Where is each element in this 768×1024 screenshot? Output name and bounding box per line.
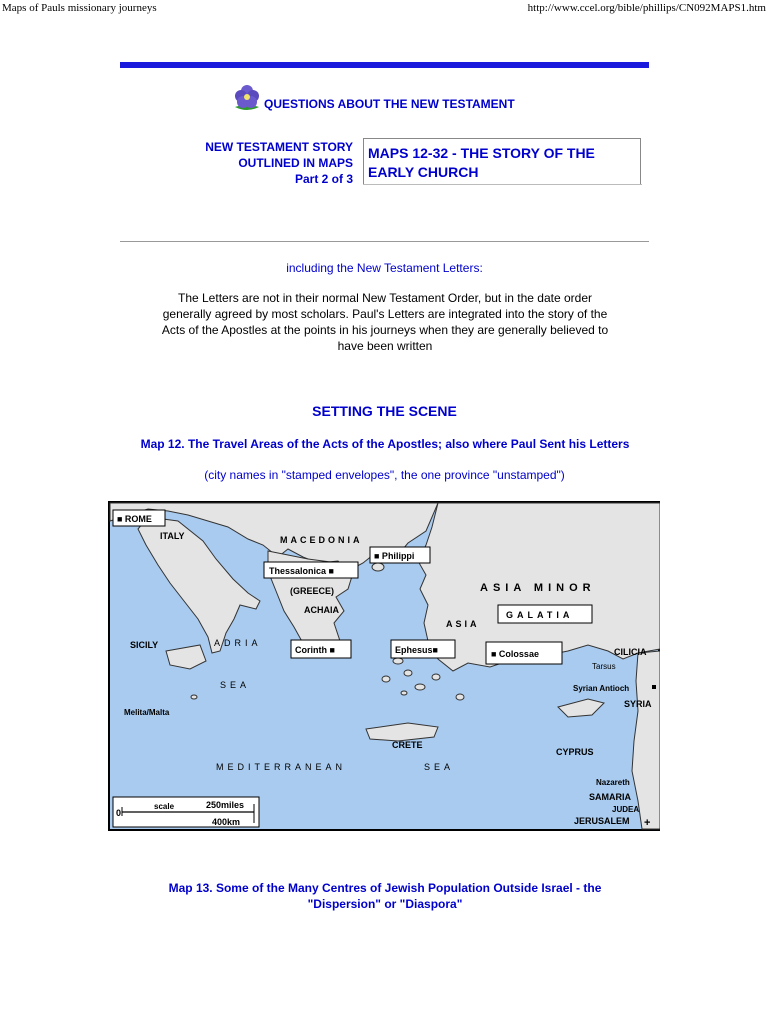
label-corinth: Corinth ■ (295, 645, 335, 655)
intro-paragraph: The Letters are not in their normal New Testament Order, but in the date order generally agreed by most scholars. Paul's Letters are integrated into the story of the Acts of the Apostles at the points in his journeys when they are generally believed to have been written (161, 291, 609, 353)
label-sea-adria: SEA (220, 680, 251, 690)
label-mediterranean: MEDITERRANEAN (216, 762, 347, 772)
label-crete: CRETE (392, 740, 423, 750)
including-text: including the New Testament Letters: (286, 261, 483, 275)
label-philippi: ■ Philippi (374, 551, 415, 561)
label-thessalonica: Thessalonica ■ (269, 566, 334, 576)
scale-miles: 250miles (206, 800, 245, 810)
label-syria: SYRIA (624, 699, 652, 709)
print-title: Maps of Pauls missionary journeys (2, 2, 157, 14)
story-left-label (150, 139, 353, 187)
label-rome: ■ ROME (117, 514, 152, 524)
label-syrian-antioch: Syrian Antioch (573, 684, 630, 693)
label-adria: ADRIA (214, 638, 262, 648)
label-sea-mediterranean: SEA (424, 762, 455, 772)
label-cyprus: CYPRUS (556, 747, 594, 757)
story-box-line-1: MAPS 12-32 - THE STORY OF THE (368, 145, 595, 161)
top-bar-divider (120, 62, 649, 68)
map-scale (113, 797, 259, 827)
flower-icon[interactable] (232, 83, 262, 113)
print-header (0, 0, 768, 18)
label-jerusalem: JERUSALEM (574, 816, 630, 826)
label-judea: JUDEA (612, 805, 640, 814)
label-asia: ASIA (446, 619, 480, 629)
label-cilicia: CILICIA (614, 647, 647, 657)
label-galatia: GALATIA (506, 610, 574, 620)
scale-km: 400km (212, 817, 241, 827)
label-colossae: ■ Colossae (491, 649, 539, 659)
label-italy: ITALY (160, 531, 185, 541)
scale-zero: 0 (116, 808, 122, 818)
jerusalem-cross-icon: + (644, 817, 651, 829)
label-greece: (GREECE) (290, 586, 335, 596)
questions-link[interactable]: QUESTIONS ABOUT THE NEW TESTAMENT (264, 97, 515, 111)
questions-row (232, 83, 515, 113)
print-url: http://www.ccel.org/bible/phillips/CN092MAPS1.htm (527, 2, 766, 14)
story-left-line-3: Part 2 of 3 (294, 172, 353, 186)
map12-subtitle: (city names in "stamped envelopes", the one province "unstamped") (204, 468, 565, 482)
scale-label: scale (154, 802, 175, 811)
story-title-box (363, 138, 641, 184)
story-left-line-2: OUTLINED IN MAPS (238, 156, 353, 170)
map13-title: Map 13. Some of the Many Centres of Jewish Population Outside Israel - the "Dispersion" or "Diaspora" (168, 881, 602, 911)
label-asia-minor: ASIA MINOR (480, 582, 596, 594)
story-box-line-2: EARLY CHURCH (368, 164, 479, 180)
section-divider (120, 241, 649, 242)
setting-the-scene-heading: SETTING THE SCENE (312, 403, 457, 419)
map12-title: Map 12. The Travel Areas of the Acts of the Apostles; also where Paul Sent his Letters (140, 437, 630, 451)
label-ephesus: Ephesus■ (395, 645, 438, 655)
label-melita: Melita/Malta (124, 708, 170, 717)
label-nazareth: Nazareth (596, 778, 630, 787)
label-tarsus: Tarsus (592, 662, 616, 671)
label-achaia: ACHAIA (304, 605, 339, 615)
story-left-line-1: NEW TESTAMENT STORY (205, 140, 353, 154)
map12-image (108, 501, 660, 831)
label-sicily: SICILY (130, 640, 159, 650)
map12-svg (108, 501, 660, 831)
label-samaria: SAMARIA (589, 792, 631, 802)
label-macedonia: MACEDONIA (280, 535, 363, 545)
